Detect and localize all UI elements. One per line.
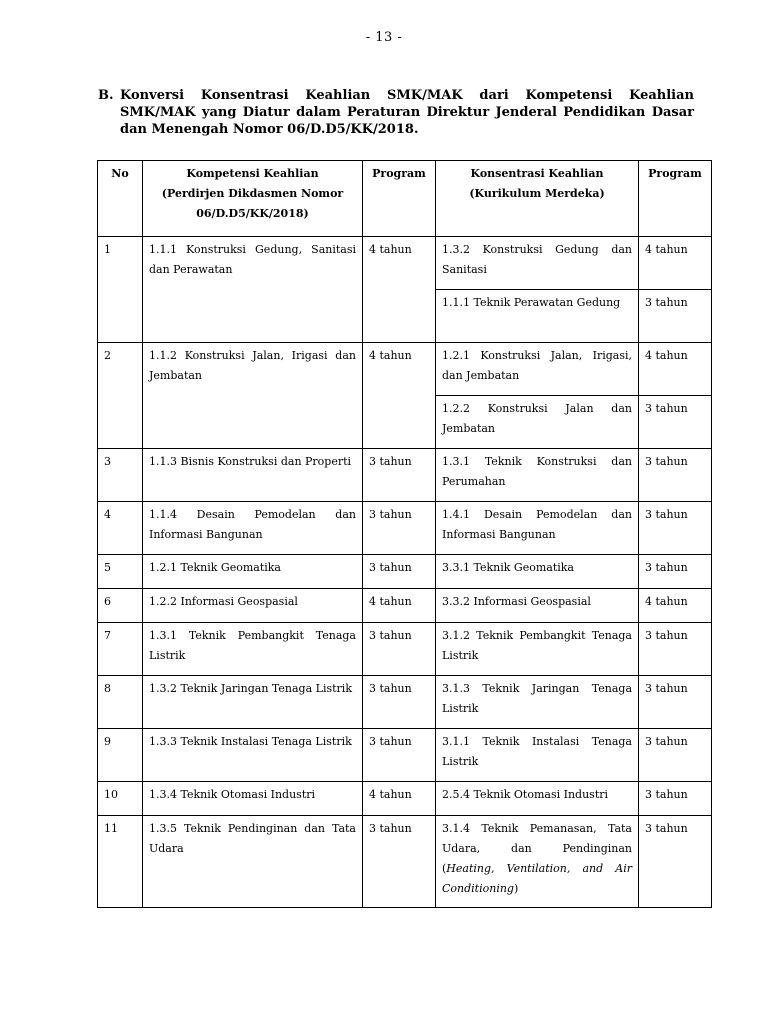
cell-kompetensi: 1.1.1 Konstruksi Gedung, Sanitasi dan Perawatan bbox=[143, 237, 363, 343]
header-program: Program bbox=[363, 161, 436, 237]
header-konsentrasi-subtitle: (Kurikulum Merdeka) bbox=[469, 187, 605, 200]
header-program-2: Program bbox=[639, 161, 712, 237]
table-row bbox=[98, 816, 712, 908]
cell-konsentrasi: 3.1.2 Teknik Pembangkit Tenaga Listrik bbox=[436, 623, 639, 676]
cell-program: 3 tahun bbox=[363, 676, 436, 729]
cell-program: 3 tahun bbox=[363, 502, 436, 555]
cell-kompetensi: 1.3.3 Teknik Instalasi Tenaga Listrik bbox=[143, 729, 363, 782]
cell-program: 3 tahun bbox=[363, 623, 436, 676]
cell-program-2: 3 tahun bbox=[639, 449, 712, 502]
cell-program-2: 3 tahun bbox=[639, 729, 712, 782]
cell-program: 4 tahun bbox=[363, 589, 436, 623]
cell-program-2: 4 tahun bbox=[639, 343, 712, 396]
table-row bbox=[98, 502, 712, 555]
section-title: Konversi Konsentrasi Keahlian SMK/MAK dari Kompetensi Keahlian SMK/MAK yang Diatur dalam Peraturan Direktur Jenderal Pendidikan Dasar dan Menengah Nomor 06/D.D5/KK/2018. bbox=[120, 88, 694, 137]
cell-no: 5 bbox=[98, 555, 143, 589]
cell-kompetensi: 1.3.2 Teknik Jaringan Tenaga Listrik bbox=[143, 676, 363, 729]
cell-kompetensi: 1.2.2 Informasi Geospasial bbox=[143, 589, 363, 623]
cell-konsentrasi-italic: Heating, Ventilation, and Air Conditioning bbox=[442, 862, 632, 895]
header-kompetensi-subtitle: (Perdirjen Dikdasmen Nomor 06/D.D5/KK/2018) bbox=[161, 187, 344, 220]
cell-program-2: 3 tahun bbox=[639, 555, 712, 589]
cell-program: 4 tahun bbox=[363, 343, 436, 449]
cell-program-2: 3 tahun bbox=[639, 676, 712, 729]
section-heading bbox=[98, 87, 694, 138]
cell-program-2: 3 tahun bbox=[639, 502, 712, 555]
cell-program: 3 tahun bbox=[363, 816, 436, 908]
table-row bbox=[98, 589, 712, 623]
cell-konsentrasi: 1.2.2 Konstruksi Jalan dan Jembatan bbox=[436, 396, 639, 449]
cell-kompetensi: 1.1.3 Bisnis Konstruksi dan Properti bbox=[143, 449, 363, 502]
cell-kompetensi: 1.3.4 Teknik Otomasi Industri bbox=[143, 782, 363, 816]
cell-program-2: 3 tahun bbox=[639, 290, 712, 343]
cell-konsentrasi-text: 3.1.4 Teknik Pemanasan, Tata Udara, dan Pendinginan bbox=[442, 822, 632, 855]
cell-program: 4 tahun bbox=[363, 237, 436, 343]
cell-no: 10 bbox=[98, 782, 143, 816]
cell-konsentrasi: 1.1.1 Teknik Perawatan Gedung bbox=[436, 290, 639, 343]
cell-no: 2 bbox=[98, 343, 143, 449]
cell-konsentrasi: 1.3.1 Teknik Konstruksi dan Perumahan bbox=[436, 449, 639, 502]
cell-konsentrasi: 1.3.2 Konstruksi Gedung dan Sanitasi bbox=[436, 237, 639, 290]
cell-program-2: 3 tahun bbox=[639, 782, 712, 816]
cell-konsentrasi: 3.3.2 Informasi Geospasial bbox=[436, 589, 639, 623]
cell-no: 7 bbox=[98, 623, 143, 676]
cell-program: 3 tahun bbox=[363, 555, 436, 589]
section-letter: B. bbox=[98, 88, 114, 103]
header-kompetensi bbox=[143, 161, 363, 237]
cell-no: 9 bbox=[98, 729, 143, 782]
cell-kompetensi: 1.3.5 Teknik Pendinginan dan Tata Udara bbox=[143, 816, 363, 908]
cell-program-2: 3 tahun bbox=[639, 623, 712, 676]
cell-no: 8 bbox=[98, 676, 143, 729]
cell-program: 4 tahun bbox=[363, 782, 436, 816]
cell-program-2: 3 tahun bbox=[639, 396, 712, 449]
cell-no: 1 bbox=[98, 237, 143, 343]
cell-kompetensi: 1.1.2 Konstruksi Jalan, Irigasi dan Jembatan bbox=[143, 343, 363, 449]
cell-program-2: 4 tahun bbox=[639, 237, 712, 290]
cell-program-2: 4 tahun bbox=[639, 589, 712, 623]
table-row bbox=[98, 729, 712, 782]
cell-kompetensi: 1.1.4 Desain Pemodelan dan Informasi Bangunan bbox=[143, 502, 363, 555]
cell-kompetensi: 1.2.1 Teknik Geomatika bbox=[143, 555, 363, 589]
table-row bbox=[98, 449, 712, 502]
page-number: - 13 - bbox=[365, 30, 403, 45]
header-kompetensi-title: Kompetensi Keahlian bbox=[186, 167, 319, 180]
header-no: No bbox=[98, 161, 143, 237]
table-row bbox=[98, 237, 712, 290]
cell-no: 3 bbox=[98, 449, 143, 502]
cell-program: 3 tahun bbox=[363, 449, 436, 502]
cell-no: 11 bbox=[98, 816, 143, 908]
header-konsentrasi-title: Konsentrasi Keahlian bbox=[470, 167, 604, 180]
conversion-table bbox=[97, 160, 712, 908]
cell-konsentrasi: 3.1.4 Teknik Pemanasan, Tata Udara, dan Pendinginan (Heating, Ventilation, and Air Conditioning) bbox=[436, 816, 639, 908]
table-row bbox=[98, 623, 712, 676]
cell-konsentrasi: 3.1.1 Teknik Instalasi Tenaga Listrik bbox=[436, 729, 639, 782]
table-row bbox=[98, 555, 712, 589]
cell-konsentrasi: 1.4.1 Desain Pemodelan dan Informasi Bangunan bbox=[436, 502, 639, 555]
cell-konsentrasi: 3.3.1 Teknik Geomatika bbox=[436, 555, 639, 589]
table-row bbox=[98, 782, 712, 816]
cell-konsentrasi: 3.1.3 Teknik Jaringan Tenaga Listrik bbox=[436, 676, 639, 729]
cell-program-2: 3 tahun bbox=[639, 816, 712, 908]
table-row bbox=[98, 343, 712, 396]
cell-kompetensi: 1.3.1 Teknik Pembangkit Tenaga Listrik bbox=[143, 623, 363, 676]
cell-no: 4 bbox=[98, 502, 143, 555]
cell-no: 6 bbox=[98, 589, 143, 623]
header-konsentrasi bbox=[436, 161, 639, 237]
table-header-row bbox=[98, 161, 712, 237]
cell-konsentrasi: 2.5.4 Teknik Otomasi Industri bbox=[436, 782, 639, 816]
table-row bbox=[98, 676, 712, 729]
cell-program: 3 tahun bbox=[363, 729, 436, 782]
cell-konsentrasi: 1.2.1 Konstruksi Jalan, Irigasi, dan Jembatan bbox=[436, 343, 639, 396]
